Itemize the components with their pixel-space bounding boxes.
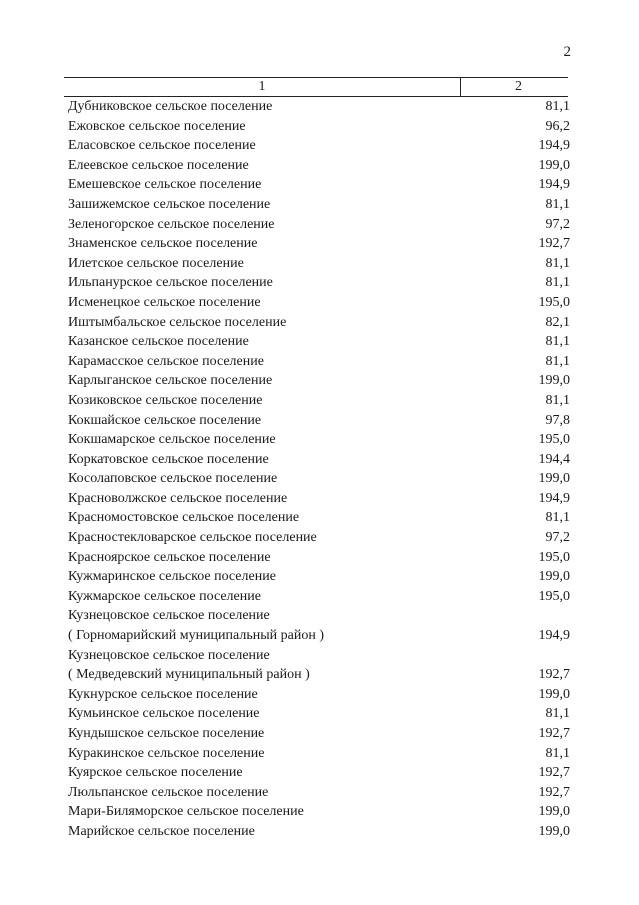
settlement-name: Люльпанское сельское поселение — [68, 784, 269, 800]
settlement-name: Кукнурское сельское поселение — [68, 686, 258, 702]
table-row — [68, 293, 570, 313]
settlement-name: Ежовское сельское поселение — [68, 118, 246, 134]
settlement-name: Красноволжское сельское поселение — [68, 490, 288, 506]
settlement-name: Елеевское сельское поселение — [68, 157, 249, 173]
settlement-name: Красноярское сельское поселение — [68, 549, 271, 565]
settlement-value: 195,0 — [538, 294, 570, 310]
table-row — [68, 489, 570, 509]
settlement-value: 81,1 — [545, 255, 570, 271]
settlement-name: Марийское сельское поселение — [68, 823, 255, 839]
table-row — [68, 254, 570, 274]
table-row — [68, 215, 570, 235]
settlement-value: 194,4 — [538, 451, 570, 467]
settlement-name: Карамасское сельское поселение — [68, 353, 264, 369]
settlement-name: Кумьинское сельское поселение — [68, 706, 260, 722]
settlement-value: 192,7 — [538, 667, 570, 683]
settlement-value: 81,1 — [545, 510, 570, 526]
settlement-name: Мари-Биляморское сельское поселение — [68, 804, 304, 820]
table-row — [68, 117, 570, 137]
settlement-value: 194,9 — [538, 177, 570, 193]
page-number: 2 — [563, 44, 571, 60]
table-row — [68, 332, 570, 352]
table-row — [68, 411, 570, 431]
table-row — [68, 724, 570, 744]
settlement-name: Кокшамарское сельское поселение — [68, 432, 276, 448]
column-header-value: 2 — [515, 79, 522, 94]
settlement-value: 82,1 — [545, 314, 570, 330]
settlement-value: 199,0 — [538, 686, 570, 702]
settlement-value: 97,2 — [545, 216, 570, 232]
settlement-name: Кундышское сельское поселение — [68, 726, 265, 741]
settlement-name: Емешевское сельское поселение — [68, 177, 262, 193]
table-row — [68, 234, 570, 254]
settlement-value: 97,8 — [545, 412, 570, 428]
settlement-name: Кужмаринское сельское поселение — [68, 569, 276, 585]
settlement-value: 81,1 — [545, 275, 570, 291]
settlement-value: 97,2 — [545, 530, 570, 546]
column-header-name: 1 — [64, 78, 461, 96]
table-row — [68, 508, 570, 528]
settlement-name: Дубниковское сельское поселение — [68, 99, 273, 114]
table-row — [68, 587, 570, 607]
table-row — [68, 646, 570, 685]
table-row — [68, 313, 570, 333]
table-body — [68, 97, 570, 842]
table-row — [68, 371, 570, 391]
table-row — [68, 195, 570, 215]
settlement-value: 199,0 — [538, 471, 570, 487]
settlement-value: 81,1 — [545, 196, 570, 212]
table-row — [68, 822, 570, 842]
table-row — [68, 763, 570, 783]
table-row — [68, 136, 570, 156]
settlement-value: 81,1 — [545, 392, 570, 408]
settlement-name: Зеленогорское сельское поселение — [68, 216, 275, 232]
settlement-name: Кузнецовское сельское поселение ( Горномарийский муниципальный район ) — [68, 608, 324, 644]
settlement-value: 192,7 — [538, 236, 570, 252]
table-row — [68, 528, 570, 548]
table-row — [68, 97, 570, 117]
settlement-value: 192,7 — [538, 784, 570, 800]
settlement-value: 195,0 — [538, 432, 570, 448]
settlement-value: 96,2 — [545, 118, 570, 134]
settlement-name: Куракинское сельское поселение — [68, 745, 265, 761]
settlement-value: 199,0 — [538, 569, 570, 585]
table-row — [68, 606, 570, 645]
settlement-name: Кужмарское сельское поселение — [68, 588, 261, 604]
settlement-name: Илетское сельское поселение — [68, 255, 244, 271]
settlement-value: 199,0 — [538, 823, 570, 839]
table-row — [68, 450, 570, 470]
settlement-name: Красностекловарское сельское поселение — [68, 530, 317, 546]
settlement-name: Красномостовское сельское поселение — [68, 510, 300, 526]
table-header — [64, 77, 568, 97]
settlement-name: Исменецкое сельское поселение — [68, 294, 261, 310]
settlement-name: Ильпанурское сельское поселение — [68, 275, 273, 291]
table-row — [68, 430, 570, 450]
settlement-value: 195,0 — [538, 549, 570, 565]
table-row — [68, 567, 570, 587]
settlement-name: Зашижемское сельское поселение — [68, 196, 271, 212]
table-row — [68, 175, 570, 195]
table-row — [68, 469, 570, 489]
settlement-name: Казанское сельское поселение — [68, 334, 249, 350]
table-row — [68, 352, 570, 372]
settlement-name: Кокшайское сельское поселение — [68, 412, 262, 428]
settlement-name: Кузнецовское сельское поселение ( Медведевский муниципальный район ) — [68, 647, 310, 683]
settlement-name: Иштымбальское сельское поселение — [68, 314, 287, 330]
settlement-value: 194,9 — [538, 628, 570, 644]
settlement-value: 192,7 — [538, 765, 570, 781]
table-row — [68, 783, 570, 803]
settlement-name: Коркатовское сельское поселение — [68, 451, 269, 467]
settlement-value: 81,1 — [545, 706, 570, 722]
table-row — [68, 273, 570, 293]
settlement-name: Карлыганское сельское поселение — [68, 373, 273, 389]
settlement-name: Куярское сельское поселение — [68, 765, 243, 781]
settlement-value: 81,1 — [545, 745, 570, 761]
settlement-name: Знаменское сельское поселение — [68, 236, 258, 252]
settlement-value: 81,1 — [545, 334, 570, 350]
settlement-value: 195,0 — [538, 588, 570, 604]
table-row — [68, 391, 570, 411]
settlement-name: Еласовское сельское поселение — [68, 138, 256, 154]
settlement-name: Козиковское сельское поселение — [68, 392, 263, 408]
table-row — [68, 685, 570, 705]
settlement-value: 81,1 — [545, 353, 570, 369]
table-row — [68, 802, 570, 822]
table-row — [68, 548, 570, 568]
settlement-value: 194,9 — [538, 490, 570, 506]
settlement-value: 199,0 — [538, 804, 570, 820]
table-row — [68, 704, 570, 724]
settlement-value: 81,1 — [545, 99, 570, 114]
table-row — [68, 744, 570, 764]
table-row — [68, 156, 570, 176]
settlement-name: Косолаповское сельское поселение — [68, 471, 278, 487]
settlement-value: 194,9 — [538, 138, 570, 154]
settlement-value: 199,0 — [538, 373, 570, 389]
settlement-value: 199,0 — [538, 157, 570, 173]
settlement-value: 192,7 — [538, 726, 570, 741]
